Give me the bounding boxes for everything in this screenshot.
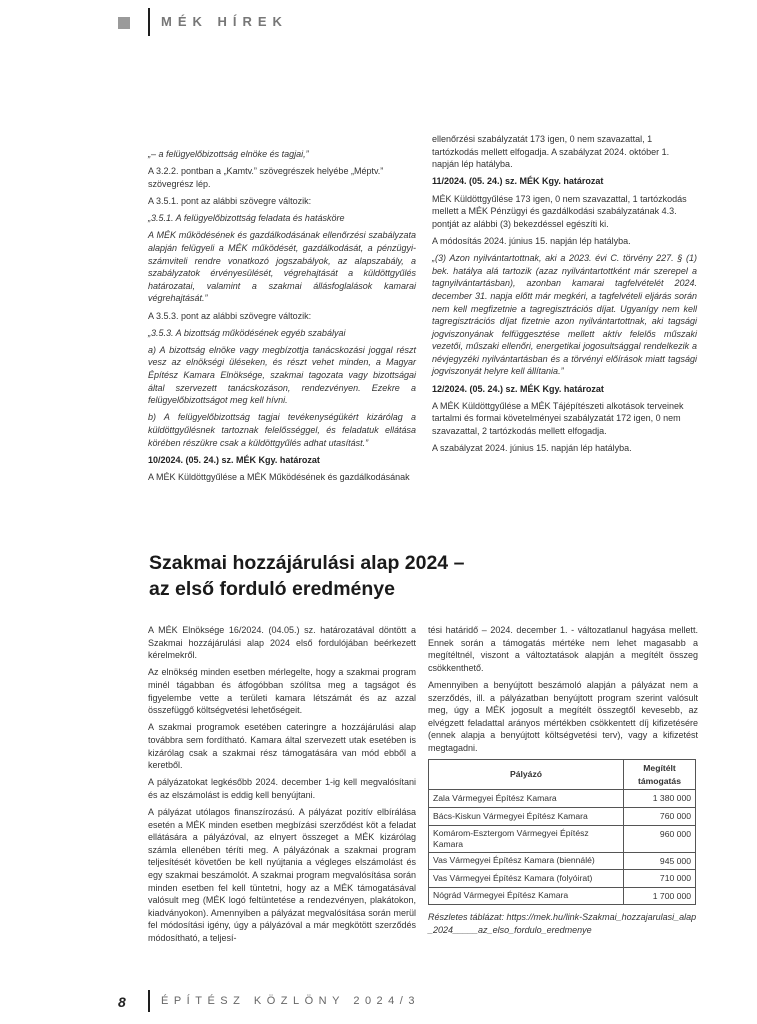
applicant-cell: Vas Vármegyei Építész Kamara (folyóirat): [429, 870, 624, 888]
paragraph: tési határidő – 2024. december 1. - változatlanul hagyása mellett. Ennek során a támogatás mértéke nem lehet magasabb a megítéltnél, viszont a változtatások alapján a megítélt összeg csökkenthető.: [428, 625, 698, 673]
applicant-cell: Bács-Kiskun Vármegyei Építész Kamara: [429, 807, 624, 825]
paragraph: A 3.5.3. pont az alábbi szövegre változik:: [148, 310, 312, 321]
paragraph: 12/2024. (05. 24.) sz. MÉK Kgy. határozat: [432, 383, 604, 394]
amount-cell: 945 000: [624, 852, 696, 870]
paragraph: A szabályzat 2024. június 15. napján lép hatályba.: [432, 443, 632, 454]
applicant-cell: Komárom-Esztergom Vármegyei Építész Kamara: [429, 825, 624, 852]
grant-table-body: [429, 790, 696, 905]
paragraph: „3.5.1. A felügyelőbizottság feladata és hatásköre: [148, 213, 345, 224]
paragraph: MÉK Küldöttgyűlése 173 igen, 0 nem szavazattal, 1 tartózkodás mellett a MÉK Pénzügyi és gazdálkodási szabályzatának 4.3. pontját az alábbi (3) bekezdéssel egészíti ki.: [432, 193, 687, 229]
amount-cell: 710 000: [624, 870, 696, 888]
paragraph: 11/2024. (05. 24.) sz. MÉK Kgy. határozat: [432, 176, 604, 187]
article-title-line-2: az első forduló eredménye: [149, 578, 395, 600]
table-row: [429, 790, 696, 808]
amount-cell: 1 700 000: [624, 887, 696, 905]
journal-title: ÉPÍTÉSZ KÖZLÖNY 2024/3: [161, 995, 420, 1007]
section-title: MÉK HÍREK: [161, 14, 288, 29]
paragraph: A pályázat utólagos finanszírozású. A pályázat pozitív elbírálása esetén a MÉK minden esetben megbízási szerződést köt a feladat ellátására a pályázóval, az elnyert összeget a MÉK kizárólag számla ellenében téríti meg. A pályázónak a szakmai program teljesítését követően be kell nyújtania a végleges elszámolást és egy szakmai beszámolót. A szakmai program megvalósítása során minden esetben fel kell tüntetni, hogy az a MÉK támogatásával valósult meg (MÉK logó feltüntetése a rendezvényen, plakátokon, kiadványokon). Amennyiben a pályázat megvalósítása során merül fel módosítási igény, úgy a pályázóval a már megkötött szerződés módosítható, a teljesí-: [148, 807, 416, 944]
paragraph: Az elnökség minden esetben mérlegelte, hogy a szakmai program minél tágabban és átfogóbban szólítsa meg a tagságot és figyelembe vette a területi kamara létszámát és az azzal összefüggő költségvetési lehetőségeit.: [148, 667, 416, 716]
paragraph: 10/2024. (05. 24.) sz. MÉK Kgy. határozat: [148, 454, 320, 465]
upper-left-column: [148, 148, 416, 488]
paragraph: b) A felügyelőbizottság tagjai tevékenységükért kizárólag a küldöttgyűlésnek tartoznak felelősséggel, és feladatuk ellátása körében részükre csak a küldöttgyűlés adhat utasítást.”: [148, 412, 416, 448]
article-right-column: [428, 624, 698, 941]
paragraph: A MÉK Küldöttgyűlése a MÉK Működésének és gazdálkodásának: [148, 472, 410, 482]
applicant-cell: Nógrád Vármegyei Építész Kamara: [429, 887, 624, 905]
table-row: [429, 852, 696, 870]
table-note-link[interactable]: Részletes táblázat: https://mek.hu/link-Szakmai_hozzajarulasi_alap_2024_____az_elso_fordulo_eredmenye: [428, 912, 697, 935]
article-title-line-1: Szakmai hozzájárulási alap 2024 –: [149, 552, 465, 574]
paragraph: A MÉK működésének és gazdálkodásának ellenőrzési szabályzata alapján felügyeli a MÉK működését, gazdálkodását, a pénzügyi-számviteli rendre vonatkozó jogszabályok, az alapszabály, a szabályzatok érvényesülését, végrehajtását a küldöttgyűlés határozatai, valamint a szakmai állásfoglalások kamarai végrehajtását.”: [148, 230, 416, 304]
paragraph: Amennyiben a benyújtott beszámoló alapján a pályázat nem a szerződés, ill. a pályázatban benyújtott program szerint valósult meg, úgy a MÉK jogosult a megítélt összegtől kevesebb, az elvégzett feladattal arányos mértékben csökkentett díj kifizetésére (ennek alapja a benyújtott költségvetési terv), vagy a kifizetést megtagadni.: [428, 679, 698, 753]
paragraph: „(3) Azon nyilvántartottnak, aki a 2023. évi C. törvény 227. § (1) bek. hatálya alá tartozik (azaz nyilvántartottként már szerepel a tagnyilvántartásban), azonban kamarai tagfelvételét 2024. december 31. napja előtt már megkéri, a tagfelvételi eljárás során nem kell megfizetnie a tagregisztrációs díjat. Ugyanígy nem kell tagregisztrációs díjat fizetnie azon nyilvántartottnak, aki tagsági jogviszonyának felfüggesztése mellett aktív felelős műszaki vezetői, műszaki ellenőri, energetikai jogosultsággal rendelkezik a névjegyzéki nyilvántartásban és a törvényi előírások miatt tagsági jogviszonyát helyre kell állítania.”: [432, 253, 697, 377]
header-divider: [148, 8, 150, 36]
table-row: [429, 870, 696, 888]
section-marker-square: [118, 17, 130, 29]
page-number: 8: [118, 994, 126, 1010]
table-row: [429, 825, 696, 852]
amount-cell: 1 380 000: [624, 790, 696, 808]
article-title: [149, 550, 569, 602]
upper-right-column: [432, 133, 697, 459]
grant-table: [428, 759, 696, 905]
paragraph: a) A bizottság elnöke vagy megbízottja tanácskozási joggal részt vesz az elnökségi üléseken, és részt vehet minden, a Magyar Építész Kamara Elnöksége, szakmai tagozata vagy bizottságai által szervezett tanácskozáson, rendezvényen. Ezekre a felügyelőbizottságot meg kell hívni.: [148, 344, 416, 406]
article-left-column: [148, 624, 416, 949]
paragraph: ellenőrzési szabályzatát 173 igen, 0 nem szavazattal, 1 tartózkodás mellett elfogadja. A szabályzat 2024. október 1. napján lép hatályba.: [432, 134, 670, 170]
header-applicant: Pályázó: [429, 760, 624, 790]
paragraph: „– a felügyelőbizottság elnöke és tagjai,”: [148, 149, 309, 159]
paragraph: A módosítás 2024. június 15. napján lép hatályba.: [432, 235, 631, 246]
paragraph: A szakmai programok esetében cateringre a hozzájárulási alap továbbra sem fordítható. Kamara által szervezett utak esetében is kizárólag csak a szakmai rész támogatására van mód ebből a keretből.: [148, 722, 416, 771]
article-right-text: [428, 624, 698, 755]
grant-table-header-row: [429, 760, 696, 790]
paragraph: A MÉK Elnöksége 16/2024. (04.05.) sz. határozatával döntött a Szakmai hozzájárulási alap 2024 első fordulójában beérkezett kérelmekről.: [148, 625, 416, 661]
paragraph: A pályázatokat legkésőbb 2024. december 1-ig kell megvalósítani és az elszámolást is eddig kell benyújtani.: [148, 777, 416, 800]
footer-divider: [148, 990, 150, 1012]
header-amount: Megítélt támogatás: [624, 760, 696, 790]
amount-cell: 960 000: [624, 825, 696, 852]
paragraph: A 3.5.1. pont az alábbi szövegre változik:: [148, 195, 312, 206]
paragraph: A MÉK Küldöttgyűlése a MÉK Tájépítészeti alkotások terveinek tartalmi és formai követelményei szabályzatát 172 igen, 0 nem szavazattal, 2 tartózkodás mellett elfogadja.: [432, 400, 684, 437]
amount-cell: 760 000: [624, 807, 696, 825]
paragraph: A 3.2.2. pontban a „Kamtv.” szövegrészek helyébe „Méptv.” szövegrész lép.: [148, 166, 384, 189]
table-row: [429, 887, 696, 905]
paragraph: „3.5.3. A bizottság működésének egyéb szabályai: [148, 327, 346, 338]
applicant-cell: Zala Vármegyei Építész Kamara: [429, 790, 624, 808]
applicant-cell: Vas Vármegyei Építész Kamara (biennálé): [429, 852, 624, 870]
table-row: [429, 807, 696, 825]
